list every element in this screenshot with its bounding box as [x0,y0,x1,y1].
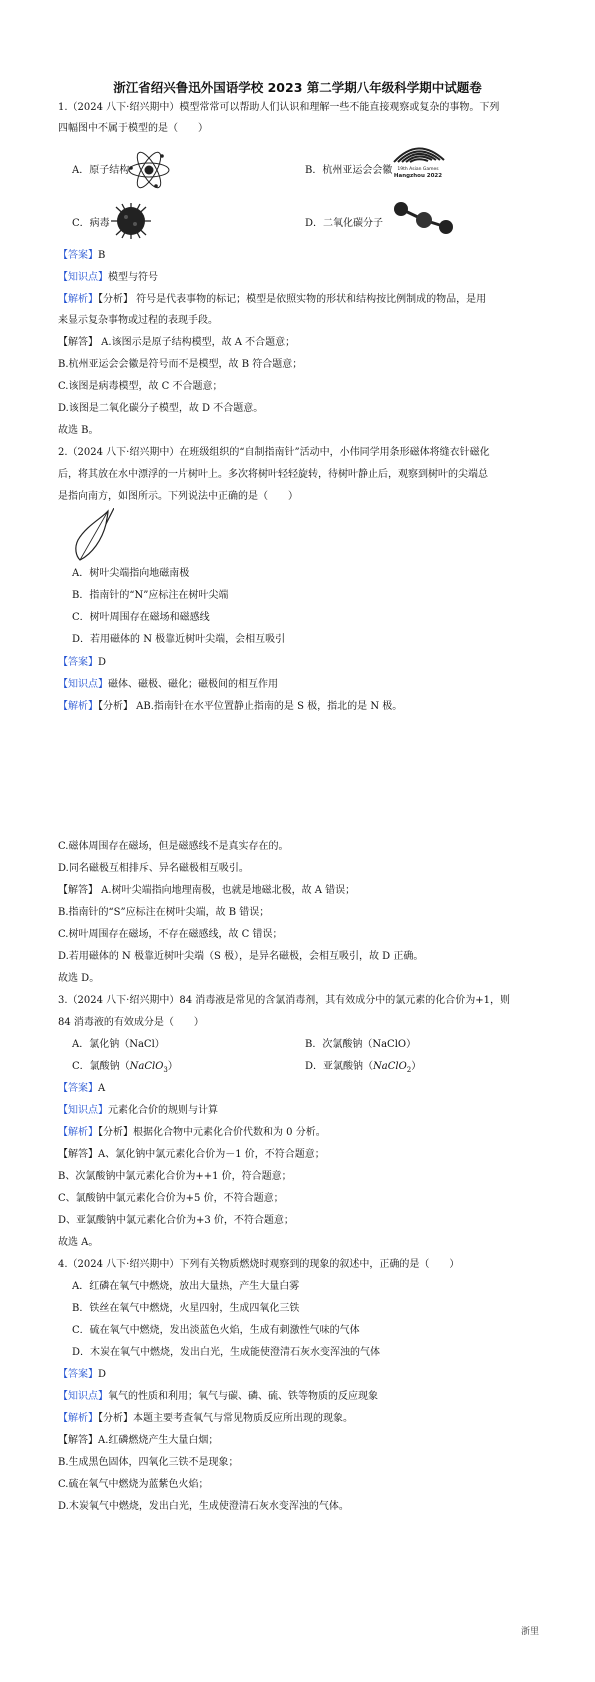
answer-tag: 【答案】 [58,657,98,668]
analysis-text: 【分析】 符号是代表事物的标记；模型是依照实物的形状和结构按比例制成的物品，是用 [98,294,487,305]
knowledge-tag: 【知识点】 [58,679,108,690]
q2-option-c: C．树叶周围存在磁场和磁感线 [72,612,210,623]
formula-naclo3: NaClO [129,1061,164,1072]
q4-answer [58,1368,548,1382]
q2-stem-line2: 后，将其放在水中漂浮的一片树叶上。多次将树叶轻轻旋转，待树叶静止后，观察到树叶的尖端总 [58,469,488,480]
option-c-prefix: C．氯酸钠（ [72,1061,130,1072]
virus-image [108,202,154,240]
q1-conclusion: 故选 B。 [58,425,99,436]
q3-option-d [305,1060,421,1077]
q3-analysis [58,1126,548,1140]
q3-stem-line2: 84 消毒液的有效成分是（ ） [58,1017,204,1028]
answer-tag: 【答案】 [58,1369,98,1380]
q4-analysis [58,1412,548,1426]
q3-conclusion: 故选 A。 [58,1237,99,1248]
q3-solution-line3: C、氯酸钠中氯元素化合价为+5 价，不符合题意； [58,1193,284,1204]
q1-option-a: A．原子结构 [72,165,130,176]
option-c-suffix: ） [167,1061,178,1072]
q4-solution-line2: B.生成黑色固体，四氧化三铁不是现象； [58,1457,239,1468]
co2-molecule-image [392,200,456,234]
q2-analysis-d: D.同名磁极互相排斥、异名磁极相互吸引。 [58,863,249,874]
answer-value: A [98,1083,106,1094]
formula-subscript: 3 [163,1066,168,1074]
knowledge-value: 元素化合价的规则与计算 [108,1105,218,1116]
q2-conclusion: 故选 D。 [58,973,100,984]
q1-solution-line1: 【解答】 A.该图示是原子结构模型，故 A 不合题意； [58,337,296,348]
q1-stem-line1: 1.（2024 八下·绍兴期中）模型常常可以帮助人们认识和理解一些不能直接观察或复杂的事物。下列 [58,102,500,113]
knowledge-value: 磁体、磁极、磁化；磁极间的相互作用 [108,679,278,690]
q2-stem-line1: 2.（2024 八下·绍兴期中）在班级组织的“自制指南针”活动中，小伟同学用条形磁体将缝衣针磁化 [58,447,490,458]
analysis-tag: 【解析】 [58,1413,98,1424]
page-title: 浙江省绍兴鲁迅外国语学校 2023 第二学期八年级科学期中试题卷 [113,80,482,95]
option-d-prefix: D．亚氯酸钠（ [305,1061,374,1072]
q2-stem-line3: 是指向南方，如图所示。下列说法中正确的是（ ） [58,491,298,502]
q3-stem-line1: 3.（2024 八下·绍兴期中）84 消毒液是常见的含氯消毒剂，其有效成分中的氯元素的化合价为+1，则 [58,995,510,1006]
q1-option-b: B．杭州亚运会会徽 [305,165,393,176]
q3-option-a: A．氯化钠（NaCl） [72,1039,165,1050]
q3-answer [58,1082,548,1096]
q1-solution-line2: B.杭州亚运会会徽是符号而不是模型，故 B 符合题意； [58,359,303,370]
q2-solution-line1: 【解答】 A.树叶尖端指向地理南极，也就是地磁北极，故 A 错误； [58,885,356,896]
analysis-text: 【分析】根据化合物中元素化合价代数和为 0 分析。 [98,1127,326,1138]
q1-analysis-line2: 来显示复杂事物或过程的表现手段。 [58,315,218,326]
option-d-suffix: ） [411,1061,422,1072]
q3-option-b: B．次氯酸钠（NaClO） [305,1039,417,1050]
q2-solution-line3: C.树叶周围存在磁场，不存在磁感线，故 C 错误； [58,929,283,940]
formula-naclo2: NaClO [373,1061,407,1072]
logo-text-city: Hangzhou 2022 [393,173,443,179]
analysis-tag: 【解析】 [58,1127,98,1138]
answer-tag: 【答案】 [58,1083,98,1094]
q3-solution-line4: D、亚氯酸钠中氯元素化合价为+3 价，不符合题意； [58,1215,294,1226]
q3-knowledge-point [58,1104,548,1118]
q4-knowledge-point [58,1390,548,1404]
q1-answer [58,249,548,263]
knowledge-value: 氧气的性质和利用；氧气与碳、磷、硫、铁等物质的反应现象 [108,1391,378,1402]
q1-analysis [58,293,548,307]
analysis-text: 【分析】本题主要考查氧气与常见物质反应所出现的现象。 [98,1413,353,1424]
q2-analysis-c: C.磁体周围存在磁场，但是磁感线不是真实存在的。 [58,841,289,852]
knowledge-tag: 【知识点】 [58,272,108,283]
analysis-tag: 【解析】 [58,701,98,712]
q4-solution-line3: C.硫在氧气中燃烧为蓝紫色火焰； [58,1479,209,1490]
atom-structure-image [126,148,172,192]
asian-games-logo-image [386,138,450,180]
q2-option-a: A．树叶尖端指向地磁南极 [72,568,190,579]
knowledge-tag: 【知识点】 [58,1391,108,1402]
q2-analysis [58,700,548,714]
q3-solution-line2: B、次氯酸钠中氯元素化合价为++1 价，符合题意； [58,1171,292,1182]
q1-knowledge-point [58,271,548,285]
leaf-compass-image [72,508,114,562]
q2-option-d: D．若用磁体的 N 极靠近树叶尖端，会相互吸引 [72,634,286,645]
q3-solution-line1: 【解答】A、氯化钠中氯元素化合价为－1 价，不符合题意； [58,1149,325,1160]
q1-solution-line3: C.该图是病毒模型，故 C 不合题意； [58,381,223,392]
q2-answer [58,656,548,670]
q1-solution-line4: D.该图是二氧化碳分子模型，故 D 不合题意。 [58,403,264,414]
page-footer: 浙里 [520,1627,539,1637]
q4-stem: 4.（2024 八下·绍兴期中）下列有关物质燃烧时观察到的现象的叙述中，正确的是（ ） [58,1259,460,1270]
knowledge-tag: 【知识点】 [58,1105,108,1116]
q3-option-c [72,1060,178,1077]
q4-option-a: A．红磷在氧气中燃烧，放出大量热，产生大量白雾 [72,1281,300,1292]
q1-stem-line2: 四幅图中不属于模型的是（ ） [58,123,208,134]
answer-tag: 【答案】 [58,250,98,261]
q1-option-d: D．二氧化碳分子 [305,218,384,229]
answer-value: D [98,1369,107,1380]
q4-option-c: C．硫在氧气中燃烧，发出淡蓝色火焰，生成有刺激性气味的气体 [72,1325,360,1336]
answer-value: D [98,657,107,668]
q4-option-d: D．木炭在氧气中燃烧，发出白光，生成能使澄清石灰水变浑浊的气体 [72,1347,381,1358]
analysis-tag: 【解析】 [58,294,98,305]
q2-solution-line4: D.若用磁体的 N 极靠近树叶尖端（S 极），是异名磁极，会相互吸引，故 D 正确。 [58,951,424,962]
q1-option-c: C．病毒 [72,218,110,229]
q2-solution-line2: B.指南针的“S”应标注在树叶尖端，故 B 错误； [58,907,270,918]
q2-knowledge-point [58,678,548,692]
logo-text-games: 19th Asian Games [397,167,439,172]
answer-value: B [98,250,106,261]
knowledge-value: 模型与符号 [108,272,158,283]
q4-solution-line1: 【解答】A.红磷燃烧产生大量白烟； [58,1435,219,1446]
q4-option-b: B．铁丝在氧气中燃烧，火星四射，生成四氧化三铁 [72,1303,300,1314]
formula-subscript: 2 [406,1066,412,1074]
q2-option-b: B．指南针的“N”应标注在树叶尖端 [72,590,229,601]
analysis-text: 【分析】 AB.指南针在水平位置静止指南的是 S 极，指北的是 N 极。 [98,701,403,712]
q4-solution-line4: D.木炭氧气中燃烧，发出白光，生成使澄清石灰水变浑浊的气体。 [58,1501,349,1512]
